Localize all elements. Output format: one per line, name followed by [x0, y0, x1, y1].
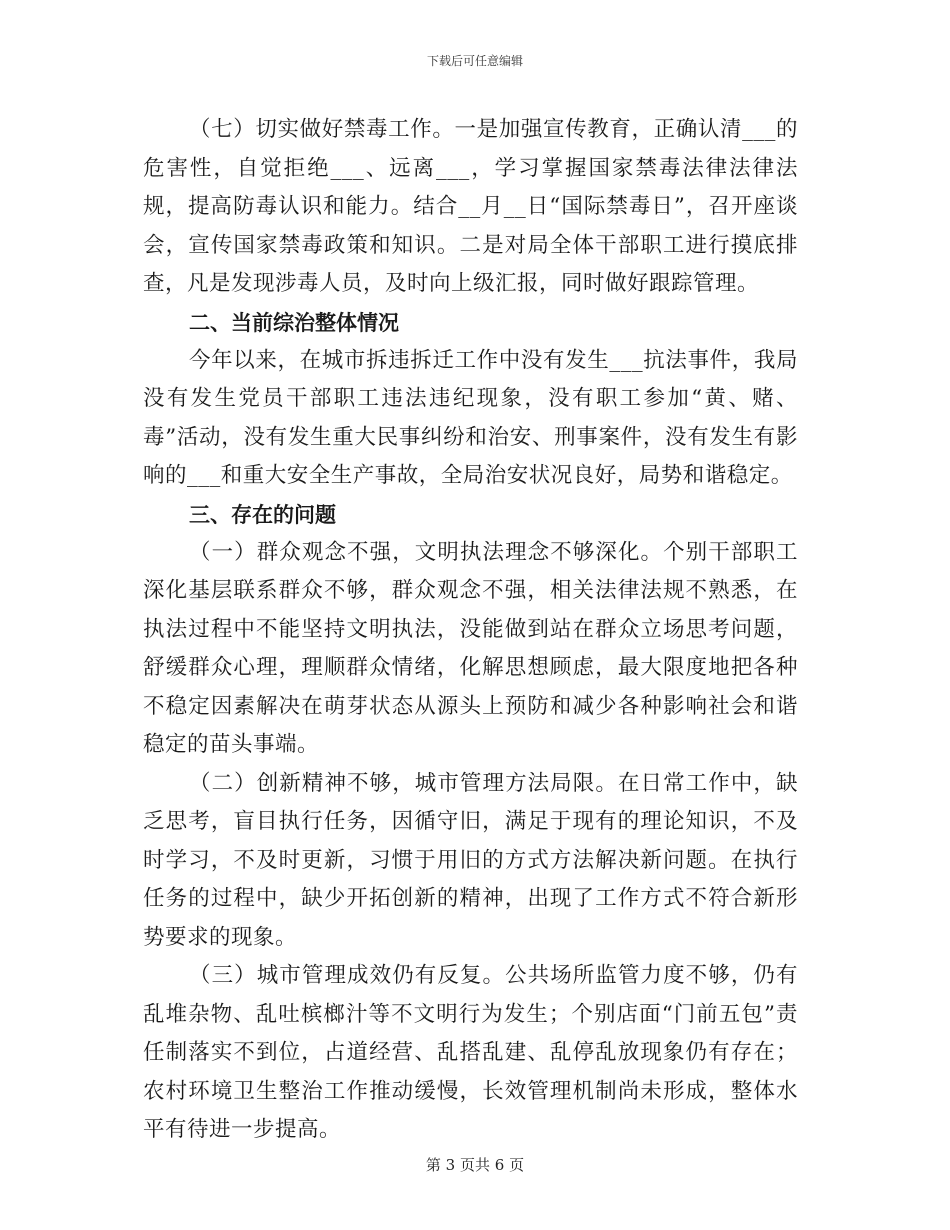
- page-number-footer: 第 3 页共 6 页: [425, 1156, 525, 1174]
- page-header: 下载后可任意编辑: [426, 54, 523, 68]
- section-heading-problems: 三、存在的问题: [189, 502, 336, 527]
- section-heading-overall-situation: 二、当前综治整体情况: [189, 310, 399, 335]
- paragraph-overall-situation: 今年以来，在城市拆违拆迁工作中没有发生___抗法事件，我局没有发生党员干部职工违法违纪现象，没有职工参加“黄、赌、毒”活动，没有发生重大民事纠纷和治安、刑事案件，没有发生有影响的___和重大安全生产事故，全局治安状况良好，局势和谐稳定。: [143, 347, 798, 488]
- paragraph-anti-drug: （七）切实做好禁毒工作。一是加强宣传教育，正确认清___的危害性，自觉拒绝___、远离___，学习掌握国家禁毒法律法律法规，提高防毒认识和能力。结合__月__日“国际禁毒日”，召开座谈会，宣传国家禁毒政策和知识。二是对局全体干部职工进行摸底排查，凡是发现涉毒人员，及时向上级汇报，同时做好跟踪管理。: [143, 117, 798, 296]
- document-body: [143, 111, 798, 1150]
- paragraph-problem-3: （三）城市管理成效仍有反复。公共场所监管力度不够，仍有乱堆杂物、乱吐槟榔汁等不文明行为发生；个别店面“门前五包”责任制落实不到位，占道经营、乱搭乱建、乱停乱放现象仍有存在；农村环境卫生整治工作推动缓慢，长效管理机制尚未形成，整体水平有待进一步提高。: [143, 963, 798, 1142]
- paragraph-problem-2: （二）创新精神不够，城市管理方法局限。在日常工作中，缺乏思考，盲目执行任务，因循守旧，满足于现有的理论知识，不及时学习，不及时更新，习惯于用旧的方式方法解决新问题。在执行任务的过程中，缺少开拓创新的精神，出现了工作方式不符合新形势要求的现象。: [143, 770, 798, 950]
- paragraph-problem-1: （一）群众观念不强，文明执法理念不够深化。个别干部职工深化基层联系群众不够，群众观念不强，相关法律法规不熟悉，在执法过程中不能坚持文明执法，没能做到站在群众立场思考问题，舒缓群众心理，理顺群众情绪，化解思想顾虑，最大限度地把各种不稳定因素解决在萌芽状态从源头上预防和减少各种影响社会和谐稳定的苗头事端。: [143, 539, 798, 757]
